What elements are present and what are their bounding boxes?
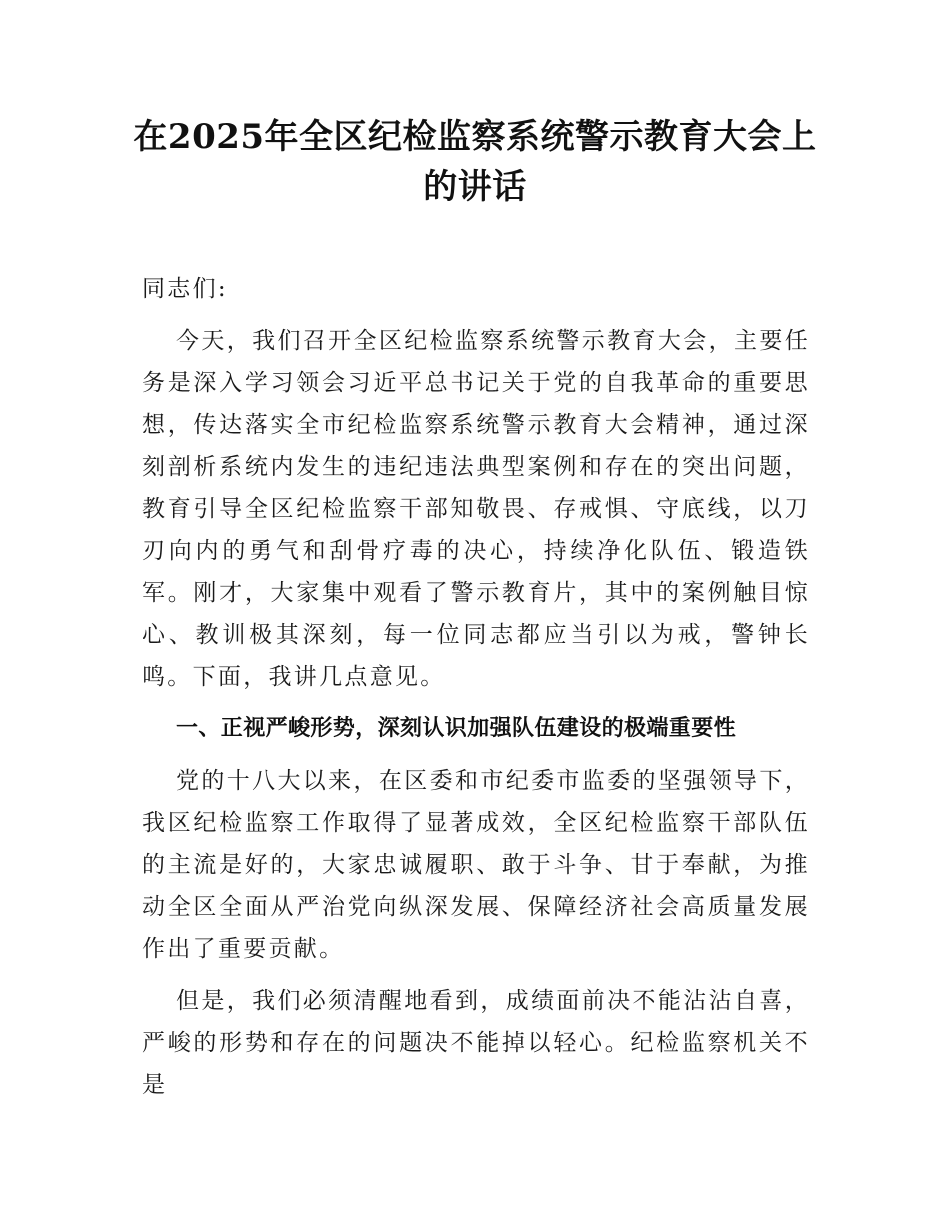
- section1-paragraph-2: 但是，我们必须清醒地看到，成绩面前决不能沾沾自喜，严峻的形势和存在的问题决不能掉以轻心。纪检监察机关不是: [142, 988, 810, 1098]
- document-body: [142, 268, 810, 1116]
- section1-paragraph-1: 党的十八大以来，在区委和市纪委市监委的坚强领导下，我区纪检监察工作取得了显著成效，全区纪检监察干部队伍的主流是好的，大家忠诚履职、敢于斗争、甘于奉献，为推动全区全面从严治党向纵深发展、保障经济社会高质量发展作出了重要贡献。: [142, 768, 810, 962]
- document-title: 在2025年全区纪检监察系统警示教育大会上的讲话: [133, 117, 817, 207]
- salutation: 同志们:: [142, 276, 228, 302]
- section-heading-1: 一、正视严峻形势，深刻认识加强队伍建设的极端重要性: [176, 716, 737, 741]
- intro-paragraph: 今天，我们召开全区纪检监察系统警示教育大会，主要任务是深入学习领会习近平总书记关于党的自我革命的重要思想，传达落实全市纪检监察系统警示教育大会精神，通过深刻剖析系统内发生的违纪违法典型案例和存在的突出问题，教育引导全区纪检监察干部知敬畏、存戒惧、守底线，以刀刃向内的勇气和刮骨疗毒的决心，持续净化队伍、锻造铁军。刚才，大家集中观看了警示教育片，其中的案例触目惊心、教训极其深刻，每一位同志都应当引以为戒，警钟长鸣。下面，我讲几点意见。: [142, 328, 810, 690]
